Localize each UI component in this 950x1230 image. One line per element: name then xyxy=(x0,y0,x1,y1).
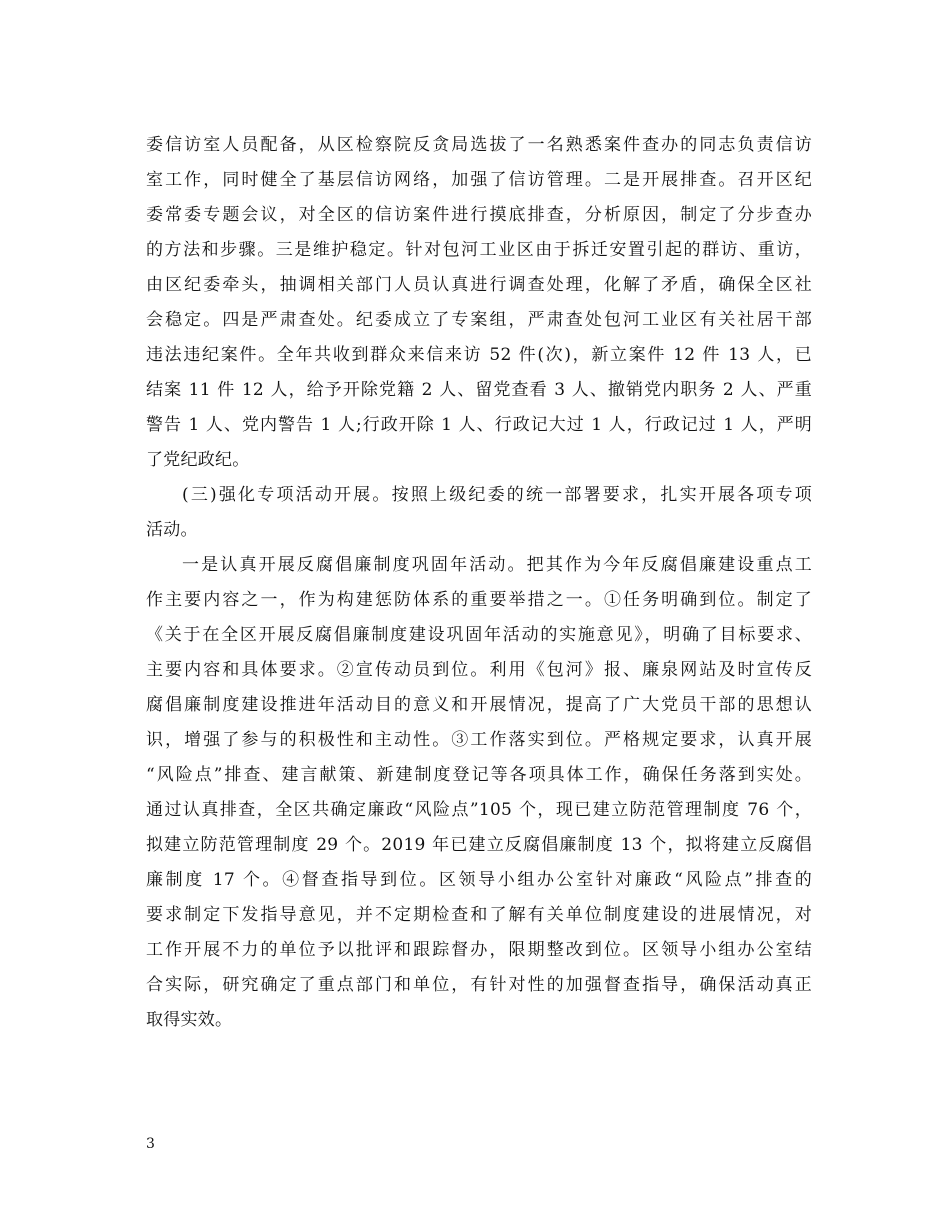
text-line: 合实际，研究确定了重点部门和单位，有针对性的加强督查指导，确保活动真正 xyxy=(146,975,812,995)
text-line: 通过认真排查，全区共确定廉政“风险点”105 个，现已建立防范管理制度 76 个， xyxy=(146,800,812,820)
paragraph-3 xyxy=(146,548,812,1038)
text-line: 识，增强了参与的积极性和主动性。③工作落实到位。严格规定要求，认真开展 xyxy=(146,730,812,750)
text-line: 一是认真开展反腐倡廉制度巩固年活动。把其作为今年反腐倡廉建设重点工 xyxy=(182,555,812,575)
text-line: 廉制度 17 个。④督查指导到位。区领导小组办公室针对廉政“风险点”排查的 xyxy=(146,870,812,890)
text-line: 要求制定下发指导意见，并不定期检查和了解有关单位制度建设的进展情况，对 xyxy=(146,905,812,925)
text-line: 了党纪政纪。 xyxy=(146,450,250,470)
paragraph-2 xyxy=(146,478,812,548)
text-line: 警告 1 人、党内警告 1 人;行政开除 1 人、行政记大过 1 人，行政记过 1 人，严明 xyxy=(146,415,812,435)
text-line: “风险点”排查、建言献策、新建制度登记等各项具体工作，确保任务落到实处。 xyxy=(146,765,812,785)
text-line: 由区纪委牵头，抽调相关部门人员认真进行调查处理，化解了矛盾，确保全区社 xyxy=(146,275,812,295)
text-line: 结案 11 件 12 人，给予开除党籍 2 人、留党查看 3 人、撤销党内职务 2 人、严重 xyxy=(146,380,812,400)
text-line: 拟建立防范管理制度 29 个。2019 年已建立反腐倡廉制度 13 个，拟将建立反腐倡 xyxy=(146,835,812,855)
text-line: 会稳定。四是严肃查处。纪委成立了专案组，严肃查处包河工业区有关社居干部 xyxy=(146,310,812,330)
text-line: 活动。 xyxy=(146,520,198,540)
text-line: 委信访室人员配备，从区检察院反贪局选拔了一名熟悉案件查办的同志负责信访 xyxy=(146,135,812,155)
text-line: 委常委专题会议，对全区的信访案件进行摸底排查，分析原因，制定了分步查办 xyxy=(146,205,812,225)
text-line: 室工作，同时健全了基层信访网络，加强了信访管理。二是开展排查。召开区纪 xyxy=(146,170,812,190)
text-line: 的方法和步骤。三是维护稳定。针对包河工业区由于拆迁安置引起的群访、重访， xyxy=(146,240,812,260)
text-line: 取得实效。 xyxy=(146,1010,233,1030)
text-line: 主要内容和具体要求。②宣传动员到位。利用《包河》报、廉泉网站及时宣传反 xyxy=(146,660,812,680)
text-line: (三)强化专项活动开展。按照上级纪委的统一部署要求，扎实开展各项专项 xyxy=(182,485,812,505)
text-line: 作主要内容之一，作为构建惩防体系的重要举措之一。①任务明确到位。制定了 xyxy=(146,590,812,610)
text-line: 工作开展不力的单位予以批评和跟踪督办，限期整改到位。区领导小组办公室结 xyxy=(146,940,812,960)
paragraph-1 xyxy=(146,128,812,478)
page-number: 3 xyxy=(146,1136,155,1152)
text-line: 违法违纪案件。全年共收到群众来信来访 52 件(次)，新立案件 12 件 13 人，已 xyxy=(146,345,812,365)
text-line: 腐倡廉制度建设推进年活动目的意义和开展情况，提高了广大党员干部的思想认 xyxy=(146,695,812,715)
body-text xyxy=(146,128,812,1038)
text-line: 《关于在全区开展反腐倡廉制度建设巩固年活动的实施意见》，明确了目标要求、 xyxy=(146,625,812,645)
